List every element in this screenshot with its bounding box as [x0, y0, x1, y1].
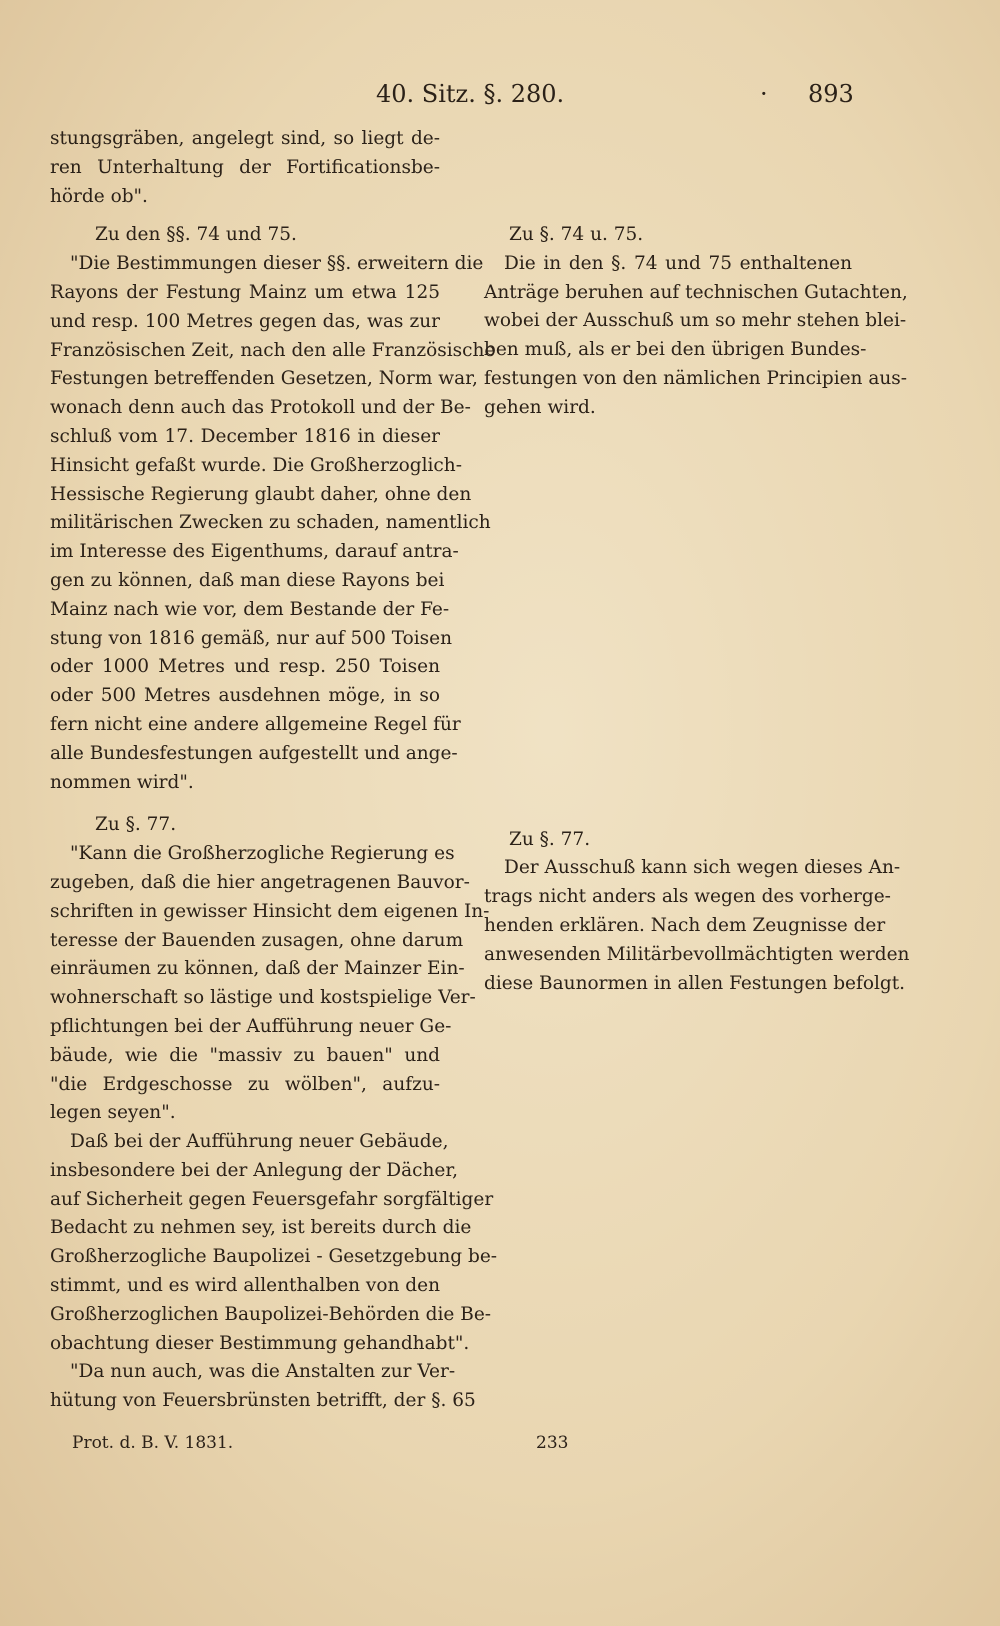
text-line: ren Unterhaltung der Fortificationsbe-	[50, 156, 440, 178]
text-line: gen zu können, daß man diese Rayons bei	[50, 569, 445, 591]
text-line: einräumen zu können, daß der Mainzer Ein-	[50, 958, 465, 980]
text-line: "Da nun auch, was die Anstalten zur Ver-	[70, 1361, 456, 1383]
right-column	[484, 125, 910, 998]
text-line: nommen wird".	[50, 771, 194, 793]
left-column	[50, 125, 498, 1416]
text-line: pflichtungen bei der Aufführung neuer Ge-	[50, 1015, 452, 1037]
text-line: fern nicht eine andere allgemeine Regel für	[50, 713, 461, 735]
text-line: Daß bei der Aufführung neuer Gebäude,	[70, 1131, 449, 1153]
page-footer	[0, 1433, 1000, 1463]
text-line: oder 500 Metres ausdehnen möge, in so	[50, 685, 440, 707]
text-line: diese Baunormen in allen Festungen befolgt.	[484, 972, 906, 994]
text-line: und resp. 100 Metres gegen das, was zur	[50, 310, 440, 332]
text-line: wobei der Ausschuß um so mehr stehen blei-	[484, 310, 907, 332]
text-line: Hinsicht gefaßt wurde. Die Großherzoglich-	[50, 454, 462, 476]
text-line: im Interesse des Eigenthums, darauf antra-	[50, 541, 459, 563]
section-heading: Zu §. 77.	[95, 814, 177, 836]
text-line: stung von 1816 gemäß, nur auf 500 Toisen	[50, 627, 453, 649]
text-line: Großherzogliche Baupolizei - Gesetzgebung be-	[50, 1246, 498, 1268]
text-line: Rayons der Festung Mainz um etwa 125	[50, 281, 440, 303]
text-line: insbesondere bei der Anlegung der Dächer,	[50, 1159, 459, 1181]
text-line: auf Sicherheit gegen Feuersgefahr sorgfältiger	[50, 1188, 494, 1210]
text-line: schriften in gewisser Hinsicht dem eigenen In-	[50, 900, 490, 922]
text-line: zugeben, daß die hier angetragenen Bauvor-	[50, 871, 470, 893]
text-line: Festungen betreffenden Gesetzen, Norm war,	[50, 368, 478, 390]
text-line: "Kann die Großherzogliche Regierung es	[70, 843, 455, 865]
text-line: Großherzoglichen Baupolizei-Behörden die Be-	[50, 1303, 492, 1325]
text-line: "die Erdgeschosse zu wölben", aufzu-	[50, 1073, 440, 1095]
header-dot: ·	[760, 80, 768, 108]
text-line: schluß vom 17. December 1816 in dieser	[50, 425, 440, 447]
text-line: ben muß, als er bei den übrigen Bundes-	[484, 339, 867, 361]
page-header	[0, 80, 1000, 120]
text-line: obachtung dieser Bestimmung gehandhabt".	[50, 1332, 470, 1354]
text-line: stimmt, und es wird allenthalben von den	[50, 1275, 441, 1297]
text-line: Französischen Zeit, nach den alle Französische	[50, 339, 496, 361]
text-line: trags nicht anders als wegen des vorherge-	[484, 886, 891, 908]
text-line: hütung von Feuersbrünsten betrifft, der §. 65	[50, 1390, 476, 1412]
running-title: 40. Sitz. §. 280.	[376, 80, 565, 108]
text-line: "Die Bestimmungen dieser §§. erweitern die	[70, 253, 484, 275]
text-line: Bedacht zu nehmen sey, ist bereits durch die	[50, 1217, 472, 1239]
text-line: teresse der Bauenden zusagen, ohne darum	[50, 929, 464, 951]
text-line: stungsgräben, angelegt sind, so liegt de-	[50, 128, 440, 149]
page-number: 893	[808, 80, 854, 108]
text-line: wonach denn auch das Protokoll und der Be-	[50, 397, 471, 419]
text-line: Der Ausschuß kann sich wegen dieses An-	[504, 857, 901, 879]
text-line: Die in den §. 74 und 75 enthaltenen	[504, 252, 852, 274]
text-line: hörde ob".	[50, 185, 148, 207]
section-heading: Zu §. 74 u. 75.	[509, 224, 644, 245]
text-line: militärischen Zwecken zu schaden, namentlich	[50, 512, 491, 534]
text-line: Hessische Regierung glaubt daher, ohne den	[50, 483, 472, 505]
text-line: henden erklären. Nach dem Zeugnisse der	[484, 914, 886, 936]
sheet-number: 233	[536, 1433, 569, 1453]
section-heading: Zu §. 77.	[509, 828, 591, 850]
text-line: festungen von den nämlichen Principien aus-	[484, 367, 908, 389]
text-line: Mainz nach wie vor, dem Bestande der Fe-	[50, 598, 450, 620]
text-line: wohnerschaft so lästige und kostspielige Ver-	[50, 987, 476, 1009]
text-line: bäude, wie die "massiv zu bauen" und	[50, 1044, 440, 1066]
text-line: oder 1000 Metres und resp. 250 Toisen	[50, 656, 440, 678]
text-line: anwesenden Militärbevollmächtigten werden	[484, 943, 910, 965]
section-heading: Zu den §§. 74 und 75.	[95, 224, 297, 246]
text-line: Anträge beruhen auf technischen Gutachten,	[484, 281, 908, 303]
text-line: alle Bundesfestungen aufgestellt und ange-	[50, 742, 458, 764]
text-line: legen seyen".	[50, 1102, 176, 1124]
printer-signature: Prot. d. B. V. 1831.	[72, 1433, 234, 1453]
text-line: gehen wird.	[484, 396, 596, 418]
